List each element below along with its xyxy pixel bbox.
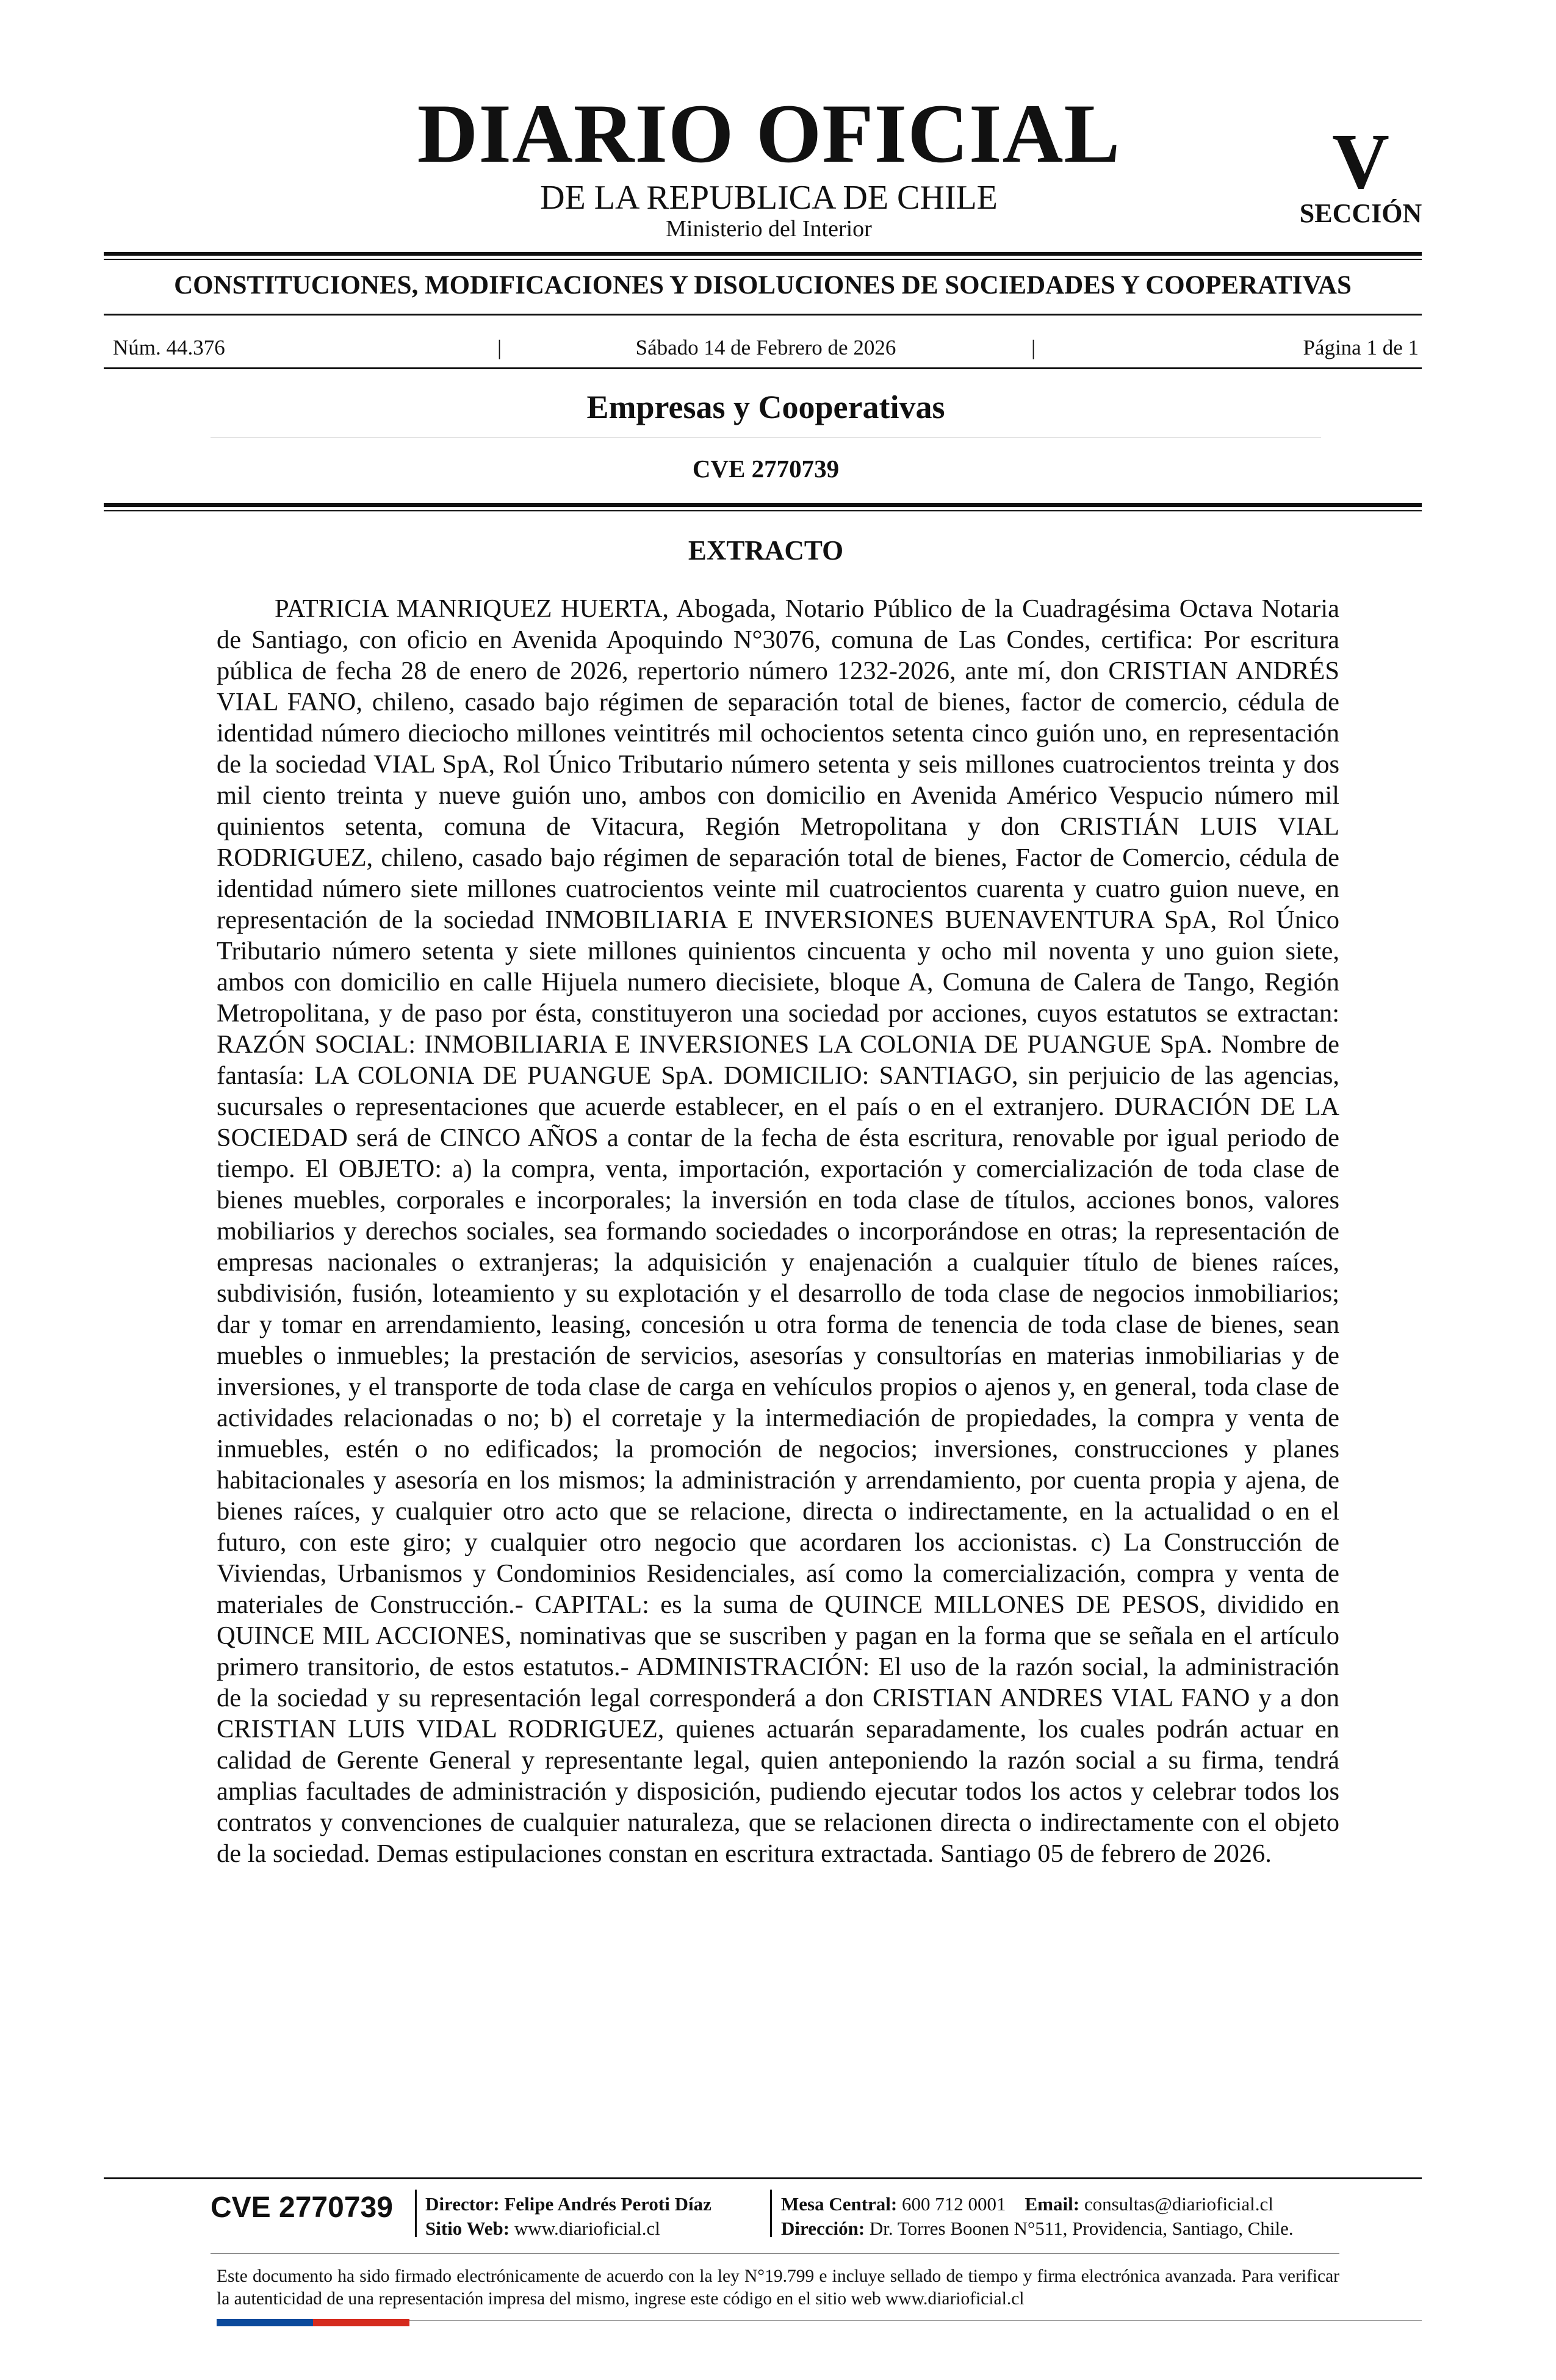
info-separator: | [497,336,502,359]
band-bottom-rule [104,314,1422,316]
cve-code: CVE 2770739 [692,455,840,483]
flag-stripe-red [313,2319,409,2326]
top-rule-thin [104,259,1422,260]
extract-body: PATRICIA MANRIQUEZ HUERTA, Abogada, Notario Público de la Cuadragésima Octava Notaria de Santiago, con oficio en Avenida Apoquindo N°3076, comuna de Las Condes, certifica: Por escritura pública de fecha 28 de enero de 2026, repertorio número 1232-2026, ante mí, don CRISTIAN ANDRÉS VIAL FANO, chileno, casado bajo régimen de separación total de bienes, factor de comercio, cédula de identidad número dieciocho millones veintitrés mil ochocientos setenta cinco guión uno, en representación de la sociedad VIAL SpA, Rol Único Tributario número setenta y seis millones cuatrocientos treinta y dos mil ciento treinta y nueve guión uno, ambos con domicilio en Avenida Américo Vespucio número mil quinientos setenta, comuna de Vitacura, Región Metropolitana y don CRISTIÁN LUIS VIAL RODRIGUEZ, chileno, casado bajo régimen de separación total de bienes, Factor de Comercio, cédula de identidad número siete millones cuatrocientos veinte mil cuatrocientos cuarenta y cuatro guion nueve, en representación de la sociedad INMOBILIARIA E INVERSIONES BUENAVENTURA SpA, Rol Único Tributario número setenta y siete millones quinientos cincuenta y ocho mil noventa y uno guion siete, ambos con domicilio en calle Hijuela numero diecisiete, bloque A, Comuna de Calera de Tango, Región Metropolitana, y de paso por ésta, constituyeron una sociedad por acciones, cuyos estatutos se extractan: RAZÓN SOCIAL: INMOBILIARIA E INVERSIONES LA COLONIA DE PUANGUE SpA. Nombre de fantasía: LA COLONIA DE PUANGUE SpA. DOMICILIO: SANTIAGO, sin perjuicio de las agencias, sucursales o representaciones que acuerde establecer, en el país o en el extranjero. DURACIÓN DE LA SOCIEDAD será de CINCO AÑOS a contar de la fecha de ésta escritura, renovable por igual periodo de tiempo. El OBJETO: a) la compra, venta, importación, exportación y comercialización de toda clase de bienes muebles, corporales e incorporales; la inversión en toda clase de títulos, acciones bonos, valores mobiliarios y derechos sociales, sea formando sociedades o incorporándose en otras; la representación de empresas nacionales o extranjeras; la adquisición y enajenación a cualquier título de bienes raíces, subdivisión, fusión, loteamiento y su explotación y el desarrollo de toda clase de negocios inmobiliarios; dar y tomar en arrendamiento, leasing, concesión u otra forma de tenencia de toda clase de bienes, sean muebles o inmuebles; la prestación de servicios, asesorías y consultorías en materias inmobiliarias y de inversiones, y el transporte de toda clase de carga en vehículos propios o ajenos y, en general, toda clase de actividades relacionadas o no; b) el corretaje y la intermediación de propiedades, la compra y venta de inmuebles, estén o no edificados; la promoción de negocios; inversiones, construcciones y planes habitacionales y asesoría en los mismos; la administración y arrendamiento, por cuenta propia y ajena, de bienes raíces, y cualquier otro acto que se relacione, directa o indirectamente, en la actualidad o en el futuro, con este giro; y cualquier otro negocio que acordaren los accionistas. c) La Construcción de Viviendas, Urbanismos y Condominios Residenciales, así como la comercialización, compra y venta de materiales de Construcción.- CAPITAL: es la suma de QUINCE MILLONES DE PESOS, dividido en QUINCE MIL ACCIONES, nominativas que se suscriben y pagan en la forma que se señala en el artículo primero transitorio, de estos estatutos.- ADMINISTRACIÓN: El uso de la razón social, la administración de la sociedad y su representación legal corresponderá a don CRISTIAN ANDRES VIAL FANO y a don CRISTIAN LUIS VIDAL RODRIGUEZ, quienes actuarán separadamente, los cuales podrán actuar en calidad de Gerente General y representante legal, quien anteponiendo la razón social a su firma, tendrá amplias facultades de administración y disposición, pudiendo ejecutar todos los actos y celebrar todos los contratos y convenciones de cualquier naturaleza, que se relacionen directa o indirectamente con el objeto de la sociedad. Demas estipulaciones constan en escritura extractada. Santiago 05 de febrero de 2026. [217,594,1339,1868]
footer-mid-rule [211,2253,1339,2254]
page-count: Página 1 de 1 [1303,336,1419,359]
footer-director-block [425,2192,711,2241]
ministry-label: Ministerio del Interior [666,216,872,242]
cve-rule-thin [104,510,1422,511]
email-link[interactable]: consultas@diarioficial.cl [1084,2193,1273,2215]
address-value: Dr. Torres Boonen N°511, Providencia, Santiago, Chile. [869,2218,1294,2239]
director-label: Director: [425,2193,500,2215]
website-link[interactable]: www.diarioficial.cl [514,2218,660,2239]
email-label: Email: [1025,2193,1080,2215]
website-label: Sitio Web: [425,2218,510,2239]
address-label: Dirección: [781,2218,865,2239]
top-rule-thick [104,252,1422,256]
extract-heading: EXTRACTO [688,535,844,566]
issue-number: Núm. 44.376 [113,336,225,359]
cve-rule-thick [104,503,1422,507]
footer-separator [415,2190,417,2237]
info-separator: | [1031,336,1036,359]
electronic-signature-notice: Este documento ha sido firmado electrónicamente de acuerdo con la ley N°19.799 e incluye sellado de tiempo y firma electrónica avanzada. Para verificar la autenticidad de una representación impresa del mismo, ingrese este código en el sitio web www.diarioficial.cl [217,2266,1339,2309]
director-name: Felipe Andrés Peroti Díaz [504,2193,711,2215]
flag-stripe-blue [217,2319,313,2326]
phone-number: 600 712 0001 [902,2193,1006,2215]
section-band-title: CONSTITUCIONES, MODIFICACIONES Y DISOLUCIONES DE SOCIEDADES Y COOPERATIVAS [174,271,1352,300]
category-title: Empresas y Cooperativas [586,389,945,425]
footer-separator [770,2190,772,2237]
info-bottom-rule [104,367,1422,369]
footer-cve-code: CVE 2770739 [211,2191,393,2224]
section-letter: V [1332,118,1389,206]
newspaper-title: DIARIO OFICIAL [417,87,1121,180]
phone-label: Mesa Central: [781,2193,898,2215]
issue-info-row [113,336,1419,360]
newspaper-subtitle: DE LA REPUBLICA DE CHILE [540,179,998,217]
footer-contact-block [781,2192,1294,2241]
section-word: SECCIÓN [1299,198,1422,228]
footer-top-rule [104,2177,1422,2179]
issue-date: Sábado 14 de Febrero de 2026 [635,336,896,359]
